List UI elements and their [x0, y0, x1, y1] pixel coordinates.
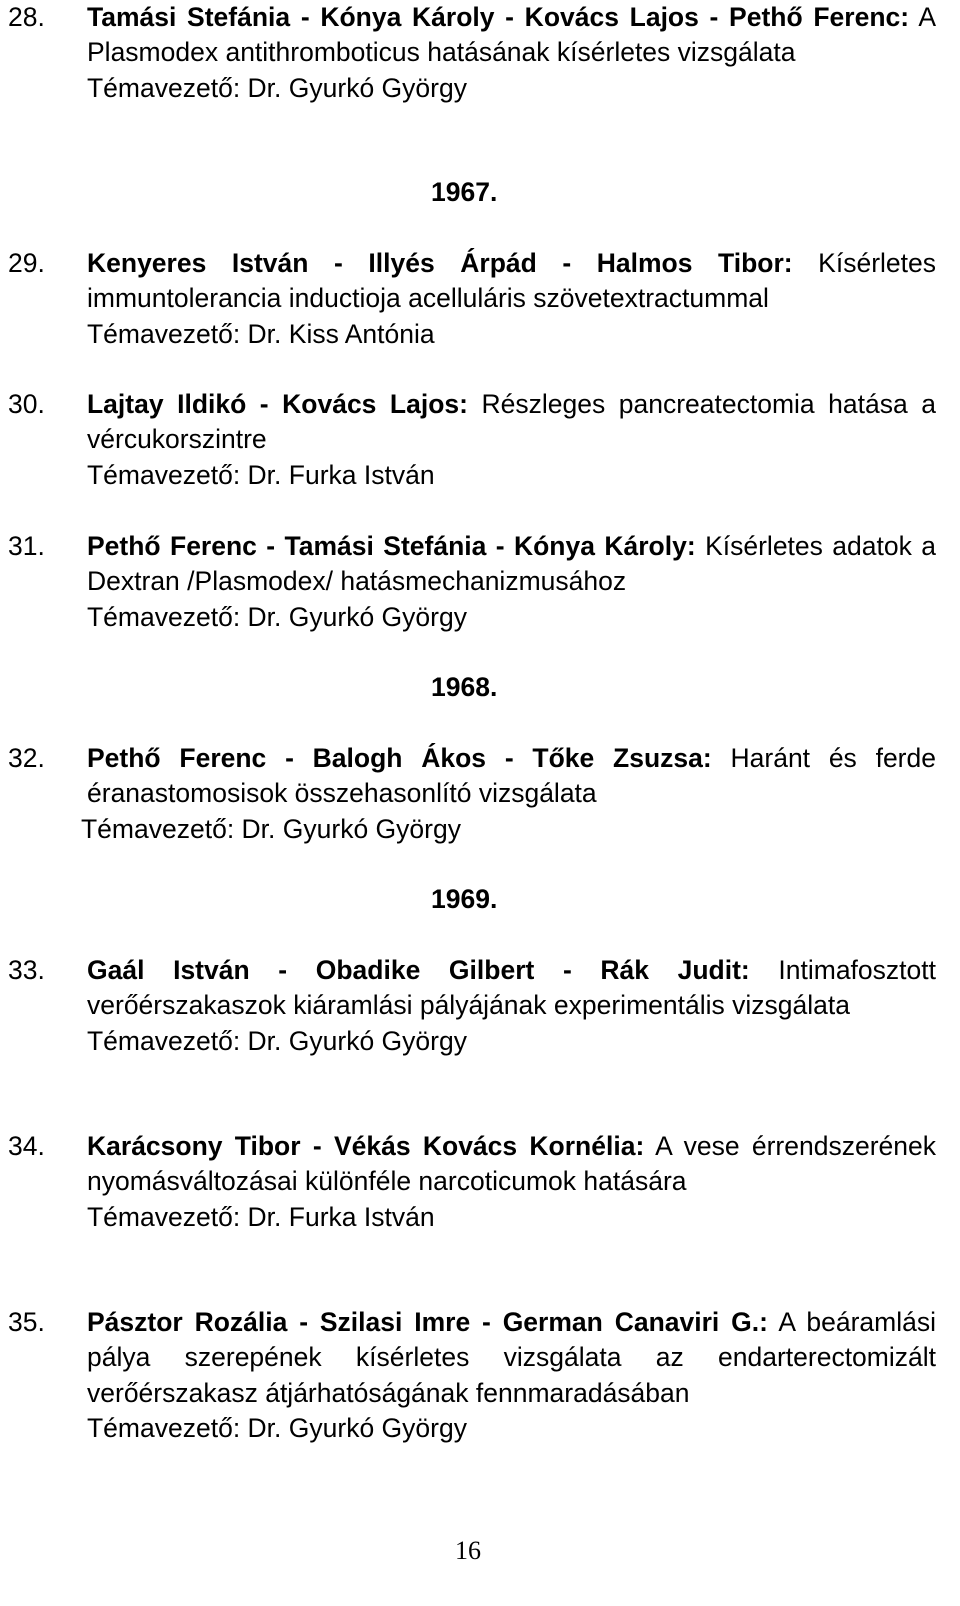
entry-title: Részleges pancreatectomia hatása a vércukorszintre — [87, 389, 936, 455]
entry-text — [87, 1305, 936, 1411]
entry-supervisor: Témavezető: Dr. Gyurkó György — [87, 601, 467, 632]
entry-supervisor: Témavezető: Dr. Gyurkó György — [87, 72, 467, 103]
entry-number: 34. — [8, 1131, 45, 1161]
entry-number: 31. — [8, 531, 45, 561]
entry-number: 32. — [8, 743, 45, 773]
entry-number: 28. — [8, 2, 45, 32]
entry-number: 30. — [8, 389, 45, 419]
entry-title: Kísérletes adatok a Dextran /Plasmodex/ hatásmechanizmusához — [87, 531, 936, 597]
entry-text — [87, 246, 936, 317]
entry-supervisor: Témavezető: Dr. Furka István — [87, 459, 435, 490]
entry-34 — [8, 1129, 936, 1235]
entry-supervisor: Témavezető: Dr. Kiss Antónia — [87, 318, 435, 349]
entry-number: 33. — [8, 955, 45, 985]
year-heading-1968: 1968. — [431, 672, 498, 702]
entry-title: Kísérletes immuntolerancia inductioja acelluláris szövetextractummal — [87, 248, 936, 314]
year-heading-1967: 1967. — [431, 177, 498, 207]
entry-title: A Plasmodex antithromboticus hatásának kísérletes vizsgálata — [87, 2, 937, 68]
entry-35 — [8, 1305, 936, 1447]
entry-28 — [8, 0, 936, 106]
entry-authors: Gaál István - Obadike Gilbert - Rák Judit: — [87, 955, 750, 985]
entry-title: Intimafosztott verőérszakaszok kiáramlási pályájának experimentális vizsgálata — [87, 955, 936, 1021]
entry-text — [87, 529, 936, 600]
entry-text — [87, 741, 936, 812]
entry-title: Haránt és ferde éranastomosisok összehasonlító vizsgálata — [87, 743, 936, 809]
entry-authors: Kenyeres István - Illyés Árpád - Halmos Tibor: — [87, 248, 793, 278]
entry-text — [87, 1129, 936, 1200]
entry-29 — [8, 246, 936, 352]
entry-32 — [8, 741, 936, 847]
year-heading-1969: 1969. — [431, 884, 498, 914]
entry-authors: Karácsony Tibor - Vékás Kovács Kornélia: — [87, 1131, 645, 1161]
entry-authors: Pethő Ferenc - Tamási Stefánia - Kónya Károly: — [87, 531, 696, 561]
entry-number: 35. — [8, 1307, 45, 1337]
entry-supervisor: Témavezető: Dr. Furka István — [87, 1201, 435, 1232]
entry-30 — [8, 387, 936, 493]
page-number: 16 — [455, 1536, 481, 1565]
entry-text — [87, 953, 936, 1024]
entry-authors: Lajtay Ildikó - Kovács Lajos: — [87, 389, 468, 419]
entry-authors: Pásztor Rozália - Szilasi Imre - German Canaviri G.: — [87, 1307, 768, 1337]
entry-supervisor: Témavezető: Dr. Gyurkó György — [87, 1025, 467, 1056]
entry-authors: Pethő Ferenc - Balogh Ákos - Tőke Zsuzsa: — [87, 743, 712, 773]
entry-title: A vese érrendszerének nyomásváltozásai különféle narcoticumok hatására — [87, 1131, 936, 1197]
entry-authors: Tamási Stefánia - Kónya Károly - Kovács Lajos - Pethő Ferenc: — [87, 2, 910, 32]
entry-title: A beáramlási pálya szerepének kísérletes vizsgálata az endarterectomizált verőérszakasz átjárhatóságának fennmaradásában — [87, 1307, 936, 1408]
entry-31 — [8, 529, 936, 635]
entry-text — [87, 0, 936, 71]
entry-text — [87, 387, 936, 458]
entry-supervisor: Témavezető: Dr. Gyurkó György — [81, 813, 461, 844]
entry-number: 29. — [8, 248, 45, 278]
entry-33 — [8, 953, 936, 1059]
entry-supervisor: Témavezető: Dr. Gyurkó György — [87, 1413, 467, 1444]
